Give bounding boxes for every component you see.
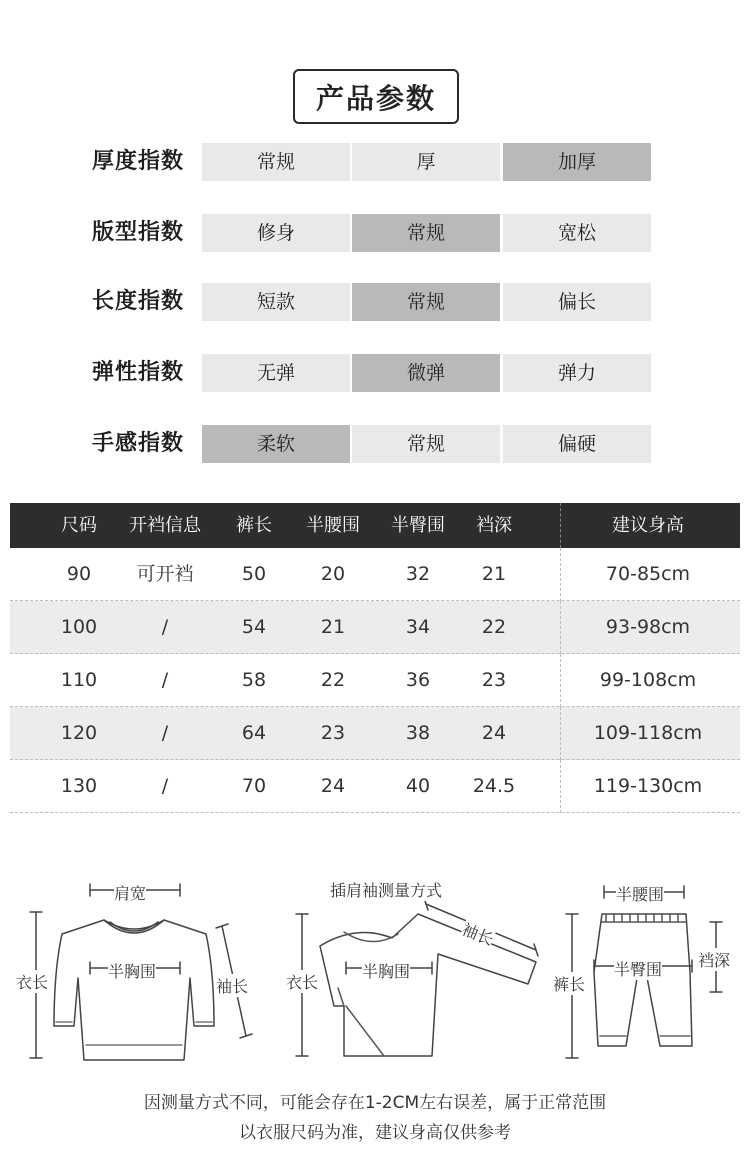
pants-hip-label: 半臀围	[614, 957, 662, 980]
pants-waistband	[602, 914, 686, 922]
note-line-1: 因测量方式不同，可能会存在1-2CM左右误差，属于正常范围	[143, 1093, 607, 1113]
column-header: 裤长	[236, 515, 272, 536]
section-title: 产品参数	[293, 69, 459, 124]
param-option: 厚	[352, 143, 500, 181]
table-cell: 70-85cm	[605, 563, 691, 585]
param-option: 常规	[352, 425, 500, 463]
column-header: 半腰围	[306, 515, 360, 536]
param-label: 版型指数	[92, 220, 185, 245]
param-option: 宽松	[503, 214, 651, 252]
table-cell: 93-98cm	[605, 616, 691, 638]
raglan-chest-label: 半胸围	[362, 959, 410, 982]
table-cell: 20	[320, 563, 346, 585]
table-cell: /	[161, 775, 169, 797]
table-cell: 38	[405, 722, 431, 744]
pants-length-label: 裤长	[553, 972, 585, 995]
column-divider	[560, 601, 561, 654]
pants-rise-label: 裆深	[698, 948, 730, 971]
table-cell: /	[161, 669, 169, 691]
sweater-chest-label: 半胸围	[108, 959, 156, 982]
param-row	[0, 425, 750, 463]
table-cell: /	[161, 616, 169, 638]
sweater-sleeve-label: 袖长	[216, 974, 248, 997]
param-option: 无弹	[202, 354, 350, 392]
param-label: 手感指数	[92, 431, 185, 456]
pants-outline	[594, 914, 692, 1046]
table-cell: 100	[60, 616, 98, 638]
param-option: 偏长	[503, 283, 651, 321]
param-option: 短款	[202, 283, 350, 321]
sweater-hem	[56, 1022, 212, 1045]
param-row	[0, 214, 750, 252]
param-option: 偏硬	[503, 425, 651, 463]
param-option: 修身	[202, 214, 350, 252]
table-cell: 50	[241, 563, 267, 585]
table-row	[10, 707, 740, 760]
param-option-selected: 微弹	[352, 354, 500, 392]
column-divider	[560, 654, 561, 707]
raglan-length-label: 衣长	[286, 970, 318, 993]
table-row	[10, 760, 740, 813]
raglan-title: 插肩袖测量方式	[330, 878, 442, 901]
table-cell: 36	[405, 669, 431, 691]
table-cell: 90	[66, 563, 92, 585]
table-row	[10, 548, 740, 601]
table-cell: 23	[320, 722, 346, 744]
table-cell: 21	[320, 616, 346, 638]
column-header: 开裆信息	[129, 515, 201, 536]
table-cell: 99-108cm	[599, 669, 697, 691]
param-label: 弹性指数	[92, 360, 185, 385]
raglan-tee	[320, 914, 536, 1056]
param-option-selected: 加厚	[503, 143, 651, 181]
note-line-2: 以衣服尺码为准，建议身高仅供参考	[239, 1123, 511, 1143]
table-cell: 40	[405, 775, 431, 797]
shoulder-width-label: 肩宽	[114, 881, 146, 904]
table-cell: 54	[241, 616, 267, 638]
table-cell: 可开裆	[136, 563, 194, 585]
sweater-body	[54, 920, 214, 1060]
table-cell: 21	[481, 563, 507, 585]
column-header: 尺码	[61, 515, 97, 536]
column-header: 半臀围	[391, 515, 445, 536]
table-cell: 119-130cm	[593, 775, 703, 797]
table-cell: 110	[60, 669, 98, 691]
column-divider	[560, 548, 561, 601]
table-row	[10, 654, 740, 707]
table-cell: 22	[481, 616, 507, 638]
param-option: 常规	[202, 143, 350, 181]
measurement-diagram	[0, 860, 750, 1070]
size-table-header	[10, 503, 740, 548]
table-cell: /	[161, 722, 169, 744]
pants-waist-label: 半腰围	[616, 882, 664, 905]
table-cell: 24.5	[472, 775, 516, 797]
param-option-selected: 常规	[352, 283, 500, 321]
table-row	[10, 601, 740, 654]
param-option: 弹力	[503, 354, 651, 392]
table-cell: 109-118cm	[593, 722, 703, 744]
column-header: 裆深	[476, 515, 512, 536]
table-cell: 58	[241, 669, 267, 691]
table-cell: 130	[60, 775, 98, 797]
table-cell: 24	[481, 722, 507, 744]
table-cell: 23	[481, 669, 507, 691]
table-cell: 24	[320, 775, 346, 797]
table-cell: 64	[241, 722, 267, 744]
table-cell: 120	[60, 722, 98, 744]
param-label: 厚度指数	[92, 149, 185, 174]
column-divider	[560, 707, 561, 760]
table-cell: 32	[405, 563, 431, 585]
column-divider	[560, 760, 561, 813]
table-cell: 22	[320, 669, 346, 691]
param-option-selected: 柔软	[202, 425, 350, 463]
param-row	[0, 283, 750, 321]
sweater-collar	[104, 920, 164, 933]
sweater-length-label: 衣长	[16, 970, 48, 993]
column-divider	[560, 503, 561, 548]
table-cell: 70	[241, 775, 267, 797]
param-label: 长度指数	[92, 289, 185, 314]
column-header: 建议身高	[612, 515, 684, 536]
param-row	[0, 143, 750, 181]
table-cell: 34	[405, 616, 431, 638]
raglan-sleeve-label: 袖长	[459, 917, 497, 950]
param-option-selected: 常规	[352, 214, 500, 252]
param-row	[0, 354, 750, 392]
